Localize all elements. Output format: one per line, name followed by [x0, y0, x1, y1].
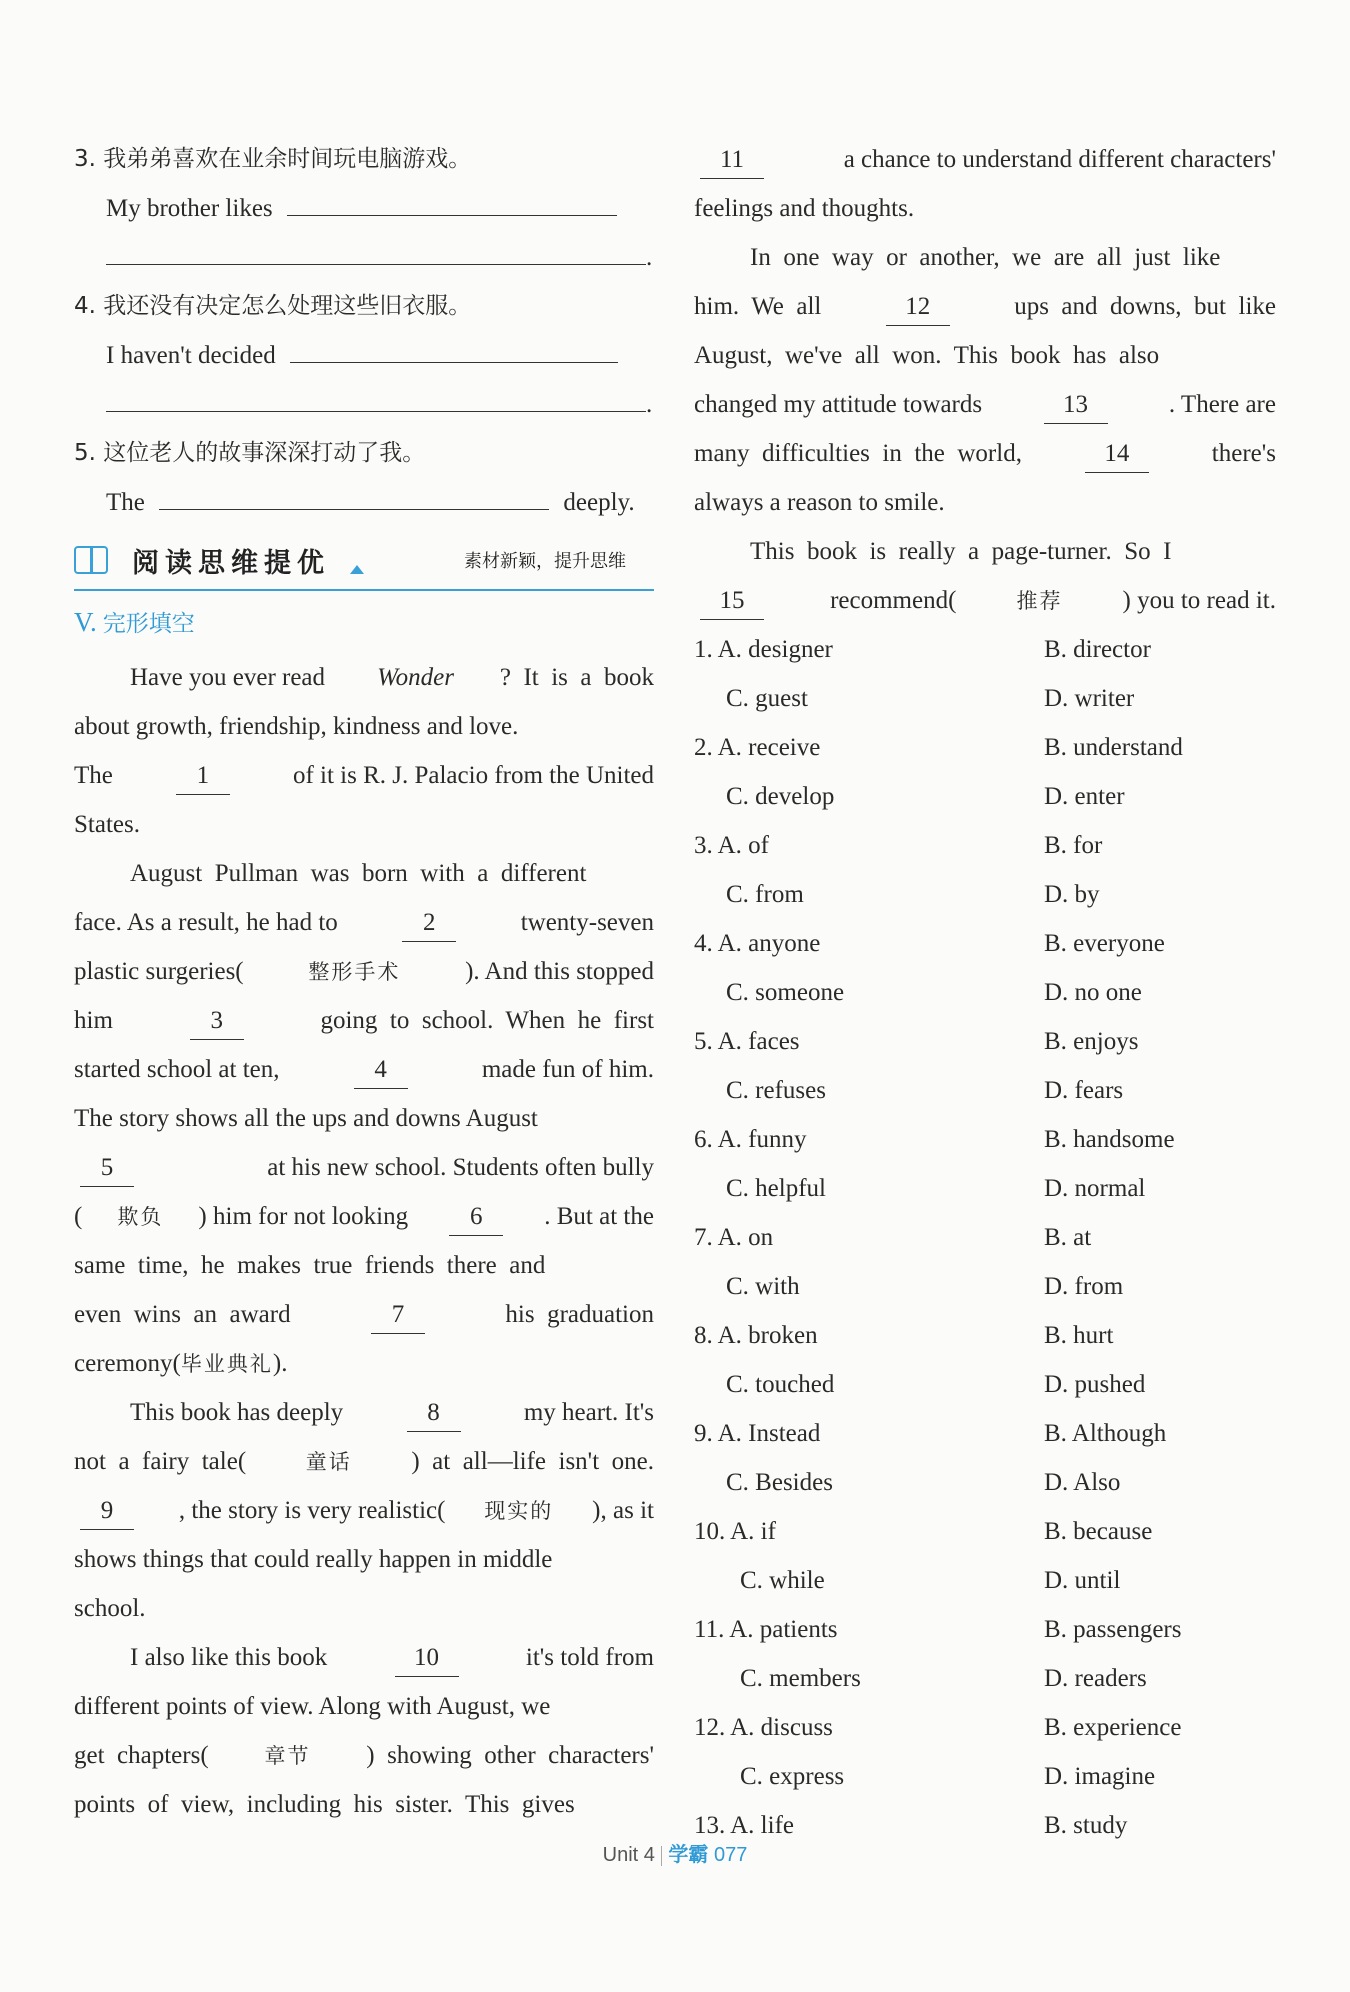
- passage-line: [74, 996, 654, 1045]
- passage-line: [74, 1437, 654, 1486]
- cloze-blank[interactable]: 3: [190, 1003, 244, 1040]
- option-d[interactable]: D. enter: [1044, 783, 1125, 810]
- option-b[interactable]: B. for: [1044, 832, 1103, 859]
- passage-text: always a reason to smile.: [694, 489, 945, 516]
- q5-prompt-start: The: [106, 489, 145, 516]
- option-row: [694, 674, 1276, 723]
- cloze-blank[interactable]: 15: [700, 583, 764, 620]
- option-b[interactable]: B. experience: [1044, 1714, 1182, 1741]
- cloze-blank[interactable]: 7: [371, 1297, 425, 1334]
- passage-line: [74, 947, 654, 996]
- passage-text: get chapters(: [74, 1742, 209, 1769]
- option-d[interactable]: D. from: [1044, 1273, 1124, 1300]
- passage-text: it's told from: [525, 1644, 654, 1671]
- q4-prompt: I haven't decided: [106, 342, 276, 369]
- option-row: [694, 1605, 1276, 1654]
- option-c[interactable]: C. touched: [726, 1371, 835, 1398]
- option-c[interactable]: C. someone: [726, 979, 845, 1006]
- passage-text: ) at all—life isn't one.: [411, 1448, 654, 1475]
- translation-q3-chinese: 3. 我弟弟喜欢在业余时间玩电脑游戏。: [74, 146, 472, 172]
- passage-line: [74, 751, 654, 800]
- options-list: [694, 625, 1276, 1850]
- passage-text: ).: [272, 1350, 288, 1377]
- passage-text: at his new school. Students often bully: [267, 1154, 654, 1181]
- option-row: [694, 1752, 1276, 1801]
- option-b[interactable]: B. understand: [1044, 734, 1183, 761]
- passage-line: [694, 576, 1276, 625]
- q4-answer-line-2[interactable]: [106, 381, 646, 412]
- passage-line: [74, 1192, 654, 1241]
- option-a-text: A. of: [717, 832, 770, 859]
- option-c[interactable]: C. develop: [726, 783, 835, 810]
- option-a[interactable]: [694, 1703, 1044, 1752]
- brand-label: 学霸: [668, 1842, 709, 1866]
- option-d[interactable]: D. writer: [1044, 685, 1135, 712]
- passage-line: [694, 233, 1276, 282]
- passage-line: [74, 1584, 654, 1633]
- passage-line: [74, 849, 654, 898]
- option-a[interactable]: [694, 1213, 1044, 1262]
- triangle-marker-icon: [350, 565, 364, 574]
- option-a-text: A. anyone: [717, 930, 821, 957]
- passage-text: This book is really a page-turner. So I: [750, 538, 1172, 565]
- translation-q5-english: [74, 478, 654, 527]
- passage-line: [694, 380, 1276, 429]
- cloze-blank[interactable]: 6: [449, 1199, 503, 1236]
- passage-text: of it is R. J. Palacio from the United: [292, 762, 654, 789]
- passage-text: , the story is very realistic(: [178, 1497, 446, 1524]
- passage-text: about growth, friendship, kindness and love.: [74, 713, 519, 740]
- question-number: 5.: [694, 1028, 718, 1055]
- passage-text: I also like this book: [130, 1644, 328, 1671]
- passage-text: made fun of him.: [481, 1056, 654, 1083]
- q3-answer-line-2[interactable]: [106, 234, 646, 265]
- option-a-text: A. faces: [717, 1028, 800, 1055]
- passage-line: [74, 800, 654, 849]
- part-numeral: V.: [74, 607, 97, 637]
- option-a[interactable]: [694, 723, 1044, 772]
- passage-line: [74, 1045, 654, 1094]
- option-a-text: A. broken: [717, 1322, 818, 1349]
- option-d[interactable]: D. pushed: [1044, 1371, 1146, 1398]
- cloze-blank[interactable]: 8: [407, 1395, 461, 1432]
- question-number: 12.: [694, 1714, 731, 1741]
- chinese-gloss: 童话: [305, 1450, 352, 1474]
- translation-q4-english: [74, 331, 654, 380]
- passage-text: shows things that could really happen in middle: [74, 1546, 553, 1573]
- passage-text: . There are: [1168, 391, 1276, 418]
- option-row: [694, 1311, 1276, 1360]
- option-a[interactable]: [694, 1409, 1044, 1458]
- passage-text: ups and downs, but like: [1014, 293, 1276, 320]
- passage-right: [694, 135, 1276, 625]
- passage-text: ) him for not looking: [198, 1203, 409, 1230]
- passage-text: school.: [74, 1595, 146, 1622]
- option-c[interactable]: C. Besides: [726, 1469, 833, 1496]
- option-row: [694, 1360, 1276, 1409]
- option-row: [694, 1409, 1276, 1458]
- option-c[interactable]: C. express: [740, 1763, 845, 1790]
- option-row: [694, 1507, 1276, 1556]
- option-d[interactable]: D. no one: [1044, 979, 1142, 1006]
- part-title-text: 完形填空: [102, 611, 195, 637]
- option-row: [694, 821, 1276, 870]
- passage-text: ? It is a book: [499, 664, 654, 691]
- question-number: 11.: [694, 1616, 730, 1643]
- page-footer: [0, 1838, 1350, 1867]
- passage-line: [74, 1486, 654, 1535]
- passage-text: (: [74, 1203, 83, 1230]
- section-note: 素材新颖，提升思维: [464, 551, 626, 572]
- option-row: [694, 1066, 1276, 1115]
- passage-line: [74, 1780, 654, 1829]
- cloze-blank[interactable]: 13: [1044, 387, 1108, 424]
- option-a[interactable]: [694, 625, 1044, 674]
- passage-line: [74, 1633, 654, 1682]
- passage-text: same time, he makes true friends there and: [74, 1252, 546, 1279]
- book-icon: [74, 546, 108, 574]
- cloze-blank[interactable]: 4: [354, 1052, 408, 1089]
- passage-line: [74, 1682, 654, 1731]
- passage-text: Have you ever read: [130, 664, 332, 691]
- option-d[interactable]: D. readers: [1044, 1665, 1147, 1692]
- passage-line: [74, 1731, 654, 1780]
- translation-q3-line2: [74, 233, 654, 282]
- q3-answer-line-1[interactable]: [287, 185, 617, 216]
- option-a[interactable]: [694, 1115, 1044, 1164]
- option-a-text: A. discuss: [730, 1714, 833, 1741]
- option-b[interactable]: B. Although: [1044, 1420, 1167, 1447]
- passage-text: recommend(: [830, 587, 957, 614]
- passage-text: ceremony(: [74, 1350, 181, 1377]
- right-column: [694, 135, 1276, 1850]
- option-b[interactable]: B. passengers: [1044, 1616, 1182, 1643]
- passage-text: feelings and thoughts.: [694, 195, 915, 222]
- option-d[interactable]: D. normal: [1044, 1175, 1146, 1202]
- cloze-blank[interactable]: 10: [395, 1640, 459, 1677]
- option-a[interactable]: [694, 1311, 1044, 1360]
- q4-answer-line-1[interactable]: [290, 332, 618, 363]
- translation-q4-line2: [74, 380, 654, 429]
- option-d[interactable]: D. fears: [1044, 1077, 1124, 1104]
- passage-text: ) you to read it.: [1122, 587, 1276, 614]
- option-a[interactable]: [694, 1507, 1044, 1556]
- option-a[interactable]: [694, 919, 1044, 968]
- passage-line: [74, 1290, 654, 1339]
- question-number: 3.: [694, 832, 718, 859]
- option-row: [694, 1703, 1276, 1752]
- option-d[interactable]: D. until: [1044, 1567, 1121, 1594]
- option-b[interactable]: B. everyone: [1044, 930, 1165, 957]
- translation-q5-chinese: 5. 这位老人的故事深深打动了我。: [74, 440, 426, 466]
- option-a-text: A. if: [730, 1518, 776, 1545]
- translation-q3-english: [74, 184, 654, 233]
- passage-line: [74, 1094, 654, 1143]
- passage-text: August, we've all won. This book has also: [694, 342, 1160, 369]
- passage-line: [694, 429, 1276, 478]
- option-d[interactable]: D. by: [1044, 881, 1100, 908]
- option-row: [694, 1017, 1276, 1066]
- question-number: 13.: [694, 1812, 731, 1839]
- option-a-text: A. life: [730, 1812, 794, 1839]
- q4-period: .: [646, 391, 653, 418]
- unit-label: Unit 4: [602, 1844, 655, 1866]
- passage-text: August Pullman was born with a different: [130, 860, 587, 887]
- option-d[interactable]: D. imagine: [1044, 1763, 1156, 1790]
- passage-text: even wins an award: [74, 1301, 291, 1328]
- option-c[interactable]: C. with: [726, 1273, 800, 1300]
- option-a-text: A. funny: [717, 1126, 807, 1153]
- option-row: [694, 1458, 1276, 1507]
- passage-line: [74, 1535, 654, 1584]
- option-b[interactable]: B. director: [1044, 636, 1151, 663]
- passage-line: [694, 135, 1276, 184]
- option-row: [694, 1164, 1276, 1213]
- option-a-text: A. Instead: [717, 1420, 821, 1447]
- option-row: [694, 1213, 1276, 1262]
- option-d[interactable]: D. Also: [1044, 1469, 1121, 1496]
- option-row: [694, 968, 1276, 1017]
- passage-text: changed my attitude towards: [694, 391, 983, 418]
- passage-text: ), as it: [592, 1497, 654, 1524]
- passage-text: plastic surgeries(: [74, 958, 244, 985]
- passage-line: [694, 331, 1276, 380]
- passage-line: [694, 527, 1276, 576]
- passage-text: This book has deeply: [130, 1399, 344, 1426]
- passage-line: [74, 1388, 654, 1437]
- option-row: [694, 1556, 1276, 1605]
- chinese-gloss: 毕业典礼: [180, 1352, 273, 1376]
- passage-text: a chance to understand different characters': [843, 146, 1276, 173]
- part-title: [74, 591, 654, 653]
- option-a-text: A. patients: [729, 1616, 838, 1643]
- passage-text: twenty-seven: [520, 909, 654, 936]
- section-header: [74, 531, 654, 591]
- passage-text: many difficulties in the world,: [694, 440, 1022, 467]
- passage-text: started school at ten,: [74, 1056, 280, 1083]
- chinese-gloss: 推荐: [1016, 589, 1063, 613]
- passage-line: [74, 702, 654, 751]
- passage-line: [694, 282, 1276, 331]
- option-b[interactable]: B. hurt: [1044, 1322, 1114, 1349]
- option-row: [694, 723, 1276, 772]
- translation-q4-chinese: 4. 我还没有决定怎么处理这些旧衣服。: [74, 293, 472, 319]
- chinese-gloss: 现实的: [484, 1499, 554, 1523]
- q3-period: .: [646, 244, 653, 271]
- option-a[interactable]: [694, 1017, 1044, 1066]
- option-b[interactable]: B. at: [1044, 1224, 1092, 1251]
- cloze-blank[interactable]: 1: [176, 758, 230, 795]
- passage-text: going to school. When he first: [320, 1007, 654, 1034]
- option-b[interactable]: B. study: [1044, 1812, 1128, 1839]
- passage-text: . But at the: [544, 1203, 654, 1230]
- passage-text: States.: [74, 811, 140, 838]
- q5-answer-line[interactable]: [159, 479, 549, 510]
- footer-divider: [661, 1846, 663, 1866]
- option-c[interactable]: C. while: [740, 1567, 825, 1594]
- option-b[interactable]: B. because: [1044, 1518, 1153, 1545]
- option-a[interactable]: [694, 821, 1044, 870]
- option-row: [694, 1262, 1276, 1311]
- option-row: [694, 625, 1276, 674]
- option-a[interactable]: [694, 1605, 1044, 1654]
- option-row: [694, 772, 1276, 821]
- page-number: 077: [713, 1844, 748, 1866]
- cloze-blank[interactable]: 11: [700, 142, 764, 179]
- left-column: [74, 135, 654, 1829]
- passage-text: there's: [1211, 440, 1276, 467]
- cloze-blank[interactable]: 9: [80, 1493, 134, 1530]
- cloze-blank[interactable]: 14: [1085, 436, 1149, 473]
- passage-line: [74, 653, 654, 702]
- section-title: 阅读思维提优: [132, 547, 330, 579]
- option-b[interactable]: B. handsome: [1044, 1126, 1175, 1153]
- option-row: [694, 1654, 1276, 1703]
- passage-text: face. As a result, he had to: [74, 909, 338, 936]
- question-number: 2.: [694, 734, 718, 761]
- option-a-text: A. receive: [717, 734, 821, 761]
- question-number: 9.: [694, 1420, 718, 1447]
- option-row: [694, 919, 1276, 968]
- passage-line: [74, 1339, 654, 1388]
- passage-text: In one way or another, we are all just like: [750, 244, 1221, 271]
- passage-text: my heart. It's: [523, 1399, 654, 1426]
- option-c[interactable]: C. members: [740, 1665, 861, 1692]
- question-number: 7.: [694, 1224, 718, 1251]
- question-number: 6.: [694, 1126, 718, 1153]
- passage-text: ) showing other characters': [366, 1742, 654, 1769]
- cloze-blank[interactable]: 5: [80, 1150, 134, 1187]
- passage-text: him. We all: [694, 293, 822, 320]
- option-c[interactable]: C. guest: [726, 685, 808, 712]
- passage-text: ). And this stopped: [465, 958, 654, 985]
- option-a-text: A. designer: [717, 636, 833, 663]
- passage-line: [694, 478, 1276, 527]
- cloze-blank[interactable]: 12: [886, 289, 950, 326]
- question-number: 8.: [694, 1322, 718, 1349]
- book-title: Wonder: [377, 664, 454, 691]
- option-c[interactable]: C. from: [726, 881, 804, 908]
- passage-text: points of view, including his sister. This gives: [74, 1791, 575, 1818]
- passage-text: different points of view. Along with August, we: [74, 1693, 551, 1720]
- passage-line: [74, 898, 654, 947]
- passage-text: not a fairy tale(: [74, 1448, 247, 1475]
- chinese-gloss: 章节: [264, 1744, 311, 1768]
- q5-prompt-end: deeply.: [563, 489, 635, 516]
- question-number: 10.: [694, 1518, 731, 1545]
- passage-left: [74, 653, 654, 1829]
- option-row: [694, 870, 1276, 919]
- question-number: 1.: [694, 636, 718, 663]
- passage-text: The: [74, 762, 113, 789]
- passage-text: his graduation: [505, 1301, 654, 1328]
- option-c[interactable]: C. helpful: [726, 1175, 826, 1202]
- passage-line: [74, 1241, 654, 1290]
- passage-text: him: [74, 1007, 113, 1034]
- passage-line: [694, 184, 1276, 233]
- option-a-text: A. on: [717, 1224, 774, 1251]
- option-c[interactable]: C. refuses: [726, 1077, 826, 1104]
- question-number: 4.: [694, 930, 718, 957]
- chinese-gloss: 欺负: [117, 1205, 164, 1229]
- cloze-blank[interactable]: 2: [402, 905, 456, 942]
- chinese-gloss: 整形手术: [308, 960, 401, 984]
- passage-text: The story shows all the ups and downs August: [74, 1105, 538, 1132]
- option-row: [694, 1115, 1276, 1164]
- option-b[interactable]: B. enjoys: [1044, 1028, 1139, 1055]
- q3-prompt: My brother likes: [106, 195, 273, 222]
- passage-line: [74, 1143, 654, 1192]
